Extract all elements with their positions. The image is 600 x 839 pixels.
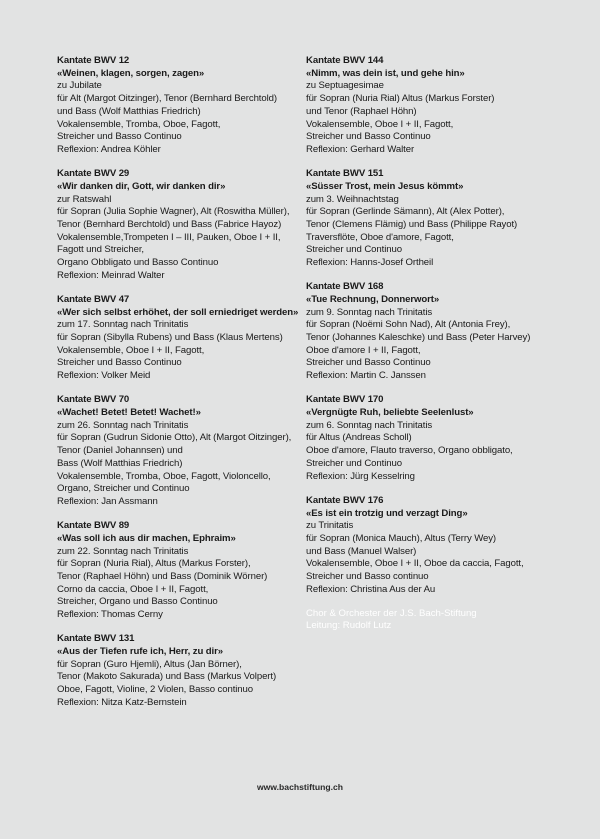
cantata-detail-line: für Sopran (Sibylla Rubens) und Bass (Klaus Mertens) <box>57 332 283 344</box>
cantata-subtitle: «Weinen, klagen, sorgen, zagen» <box>57 67 205 79</box>
cantata-subtitle: «Was soll ich aus dir machen, Ephraim» <box>57 532 236 544</box>
cantata-detail-line: Organo, Streicher und Continuo <box>57 483 190 495</box>
cantata-detail-line: Streicher, Organo und Basso Continuo <box>57 596 218 608</box>
cantata-detail-line: Oboe, Fagott, Violine, 2 Violen, Basso continuo <box>57 684 254 696</box>
cantata-entry <box>306 394 556 483</box>
cantata-detail-line: und Bass (Wolf Matthias Friedrich) <box>57 105 201 117</box>
cantata-detail-line: Reflexion: Andrea Köhler <box>57 143 161 155</box>
cantata-title: Kantate BWV 70 <box>57 394 130 406</box>
cantata-title: Kantate BWV 29 <box>57 168 130 180</box>
cantata-detail-line: Reflexion: Martin C. Janssen <box>306 370 426 382</box>
cantata-subtitle: «Vergnügte Ruh, beliebte Seelenlust» <box>306 407 474 419</box>
cantata-detail-line: Reflexion: Volker Meid <box>57 370 151 382</box>
cantata-subtitle: «Wer sich selbst erhöhet, der soll erniedriget werden» <box>57 306 299 318</box>
cantata-detail-line: zu Jubilate <box>57 80 102 92</box>
cantata-entry <box>57 394 307 508</box>
cantata-title: Kantate BWV 151 <box>306 168 384 180</box>
cantata-detail-line: für Alt (Margot Oitzinger), Tenor (Bernhard Berchtold) <box>57 93 277 105</box>
cantata-detail-line: Tenor (Bernhard Berchtold) und Bass (Fabrice Hayoz) <box>57 218 282 230</box>
cantata-detail-line: Vokalensemble, Tromba, Oboe, Fagott, Violoncello, <box>57 470 271 482</box>
cantata-detail-line: Streicher und Basso Continuo <box>306 131 431 143</box>
cantata-detail-line: Streicher und Continuo <box>306 457 402 469</box>
cantata-title: Kantate BWV 89 <box>57 520 130 532</box>
cantata-entry <box>57 55 307 157</box>
cantata-subtitle: «Süsser Trost, mein Jesus kömmt» <box>306 180 464 192</box>
cantata-detail-line: für Sopran (Nuria Rial), Altus (Markus Forster), <box>57 558 251 570</box>
cantata-entry <box>306 281 556 383</box>
cantata-detail-line: für Sopran (Nuria Rial) Altus (Markus Forster) <box>306 93 495 105</box>
cantata-title: Kantate BWV 168 <box>306 281 384 293</box>
cantata-entry <box>57 520 307 622</box>
cantata-title: Kantate BWV 170 <box>306 394 384 406</box>
cantata-detail-line: Streicher und Basso Continuo <box>57 357 182 369</box>
cantata-entry <box>57 294 307 383</box>
cantata-detail-line: zum 6. Sonntag nach Trinitatis <box>306 419 433 431</box>
cantata-subtitle: «Wachet! Betet! Betet! Wachet!» <box>57 407 201 419</box>
footer-url[interactable]: www.bachstiftung.ch <box>256 782 344 792</box>
cantata-detail-line: zum 26. Sonntag nach Trinitatis <box>57 419 189 431</box>
cantata-title: Kantate BWV 47 <box>57 293 130 305</box>
cantata-detail-line: Vokalensemble, Oboe I + II, Oboe da caccia, Fagott, <box>306 558 524 570</box>
credits-conductor: Leitung: Rudolf Lutz <box>306 619 392 631</box>
cantata-title: Kantate BWV 131 <box>57 633 135 645</box>
cantata-subtitle: «Es ist ein trotzig und verzagt Ding» <box>306 507 468 519</box>
cantata-title: Kantate BWV 144 <box>306 55 384 66</box>
cantata-detail-line: Reflexion: Christina Aus der Au <box>306 583 436 595</box>
cantata-detail-line: Reflexion: Jan Assmann <box>57 496 158 507</box>
cantata-detail-line: zur Ratswahl <box>57 193 112 205</box>
cantata-subtitle: «Nimm, was dein ist, und gehe hin» <box>306 67 465 79</box>
cantata-detail-line: für Sopran (Guro Hjemli), Altus (Jan Börner), <box>57 658 242 670</box>
cantata-detail-line: Vokalensemble, Tromba, Oboe, Fagott, <box>57 118 221 130</box>
cantata-detail-line: für Sopran (Gudrun Sidonie Otto), Alt (Margot Oitzinger), <box>57 432 292 444</box>
cantata-detail-line: Tenor (Raphael Höhn) und Bass (Dominik Wörner) <box>57 571 268 583</box>
cantata-detail-line: Streicher und Basso continuo <box>306 571 429 583</box>
cantata-subtitle: «Wir danken dir, Gott, wir danken dir» <box>57 180 226 192</box>
cantata-detail-line: Tenor (Clemens Flämig) und Bass (Philippe Rayot) <box>306 218 518 230</box>
cantata-entry <box>57 633 307 709</box>
cantata-detail-line: zu Septuagesimae <box>306 80 384 92</box>
cantata-detail-line: Tenor (Makoto Sakurada) und Bass (Markus Volpert) <box>57 671 277 683</box>
cantata-detail-line: Reflexion: Hanns-Josef Ortheil <box>306 257 434 269</box>
cantata-detail-line: für Sopran (Noëmi Sohn Nad), Alt (Antonia Frey), <box>306 319 511 331</box>
cantata-entry <box>306 55 556 157</box>
cantata-detail-line: Tenor (Daniel Johannsen) und <box>57 445 183 457</box>
cantata-detail-line: Reflexion: Nitza Katz-Bernstein <box>57 696 187 708</box>
cantata-detail-line: Vokalensemble, Oboe I + II, Fagott, <box>57 344 205 356</box>
cantata-detail-line: Bass (Wolf Matthias Friedrich) <box>57 457 183 469</box>
cantata-detail-line: für Sopran (Julia Sophie Wagner), Alt (Roswitha Müller), <box>57 206 290 218</box>
cantata-entry <box>306 168 556 270</box>
cantata-detail-line: und Bass (Manuel Walser) <box>306 545 417 557</box>
cantata-detail-line: zu Trinitatis <box>306 520 354 532</box>
cantata-detail-line: Vokalensemble, Oboe I + II, Fagott, <box>306 118 454 130</box>
credits-ensemble: Chor & Orchester der J.S. Bach-Stiftung <box>306 607 477 619</box>
cantata-title: Kantate BWV 12 <box>57 55 130 66</box>
cantata-detail-line: Reflexion: Meinrad Walter <box>57 269 165 281</box>
cantata-detail-line: Tenor (Johannes Kaleschke) und Bass (Peter Harvey) <box>306 332 531 344</box>
cantata-detail-line: Fagott und Streicher, <box>57 244 144 256</box>
cantata-detail-line: für Altus (Andreas Scholl) <box>306 432 412 444</box>
cantata-detail-line: für Sopran (Monica Mauch), Altus (Terry Wey) <box>306 532 497 544</box>
cantata-subtitle: «Tue Rechnung, Donnerwort» <box>306 293 440 305</box>
cantata-detail-line: Streicher und Continuo <box>306 244 402 256</box>
right-column <box>306 55 556 632</box>
cantata-detail-line: Traversflöte, Oboe d'amore, Fagott, <box>306 231 454 243</box>
left-column <box>57 55 307 721</box>
cantata-detail-line: für Sopran (Gerlinde Sämann), Alt (Alex Potter), <box>306 206 505 218</box>
cantata-detail-line: Streicher und Basso Continuo <box>57 131 182 143</box>
cantata-detail-line: Reflexion: Thomas Cerny <box>57 609 163 621</box>
cantata-detail-line: Streicher und Basso Continuo <box>306 357 431 369</box>
cantata-detail-line: Vokalensemble,Trompeten I – III, Pauken, Oboe I + II, <box>57 231 281 243</box>
cantata-subtitle: «Aus der Tiefen rufe ich, Herr, zu dir» <box>57 646 223 658</box>
cantata-detail-line: zum 9. Sonntag nach Trinitatis <box>306 306 433 318</box>
right-column-entries <box>306 55 556 596</box>
cantata-detail-line: Reflexion: Jürg Kesselring <box>306 470 415 482</box>
credits <box>306 608 556 632</box>
cantata-detail-line: Oboe d'amore, Flauto traverso, Organo obbligato, <box>306 445 513 457</box>
cantata-detail-line: Oboe d'amore I + II, Fagott, <box>306 344 421 356</box>
cantata-detail-line: zum 22. Sonntag nach Trinitatis <box>57 545 189 557</box>
cantata-detail-line: Reflexion: Gerhard Walter <box>306 143 415 155</box>
cantata-detail-line: Corno da caccia, Oboe I + II, Fagott, <box>57 583 209 595</box>
cantata-entry <box>57 168 307 282</box>
cantata-entry <box>306 495 556 597</box>
cantata-detail-line: zum 3. Weihnachtstag <box>306 193 399 205</box>
cantata-title: Kantate BWV 176 <box>306 494 384 506</box>
cantata-detail-line: zum 17. Sonntag nach Trinitatis <box>57 319 189 331</box>
cantata-detail-line: Organo Obbligato und Basso Continuo <box>57 257 219 269</box>
cantata-detail-line: und Tenor (Raphael Höhn) <box>306 105 417 117</box>
